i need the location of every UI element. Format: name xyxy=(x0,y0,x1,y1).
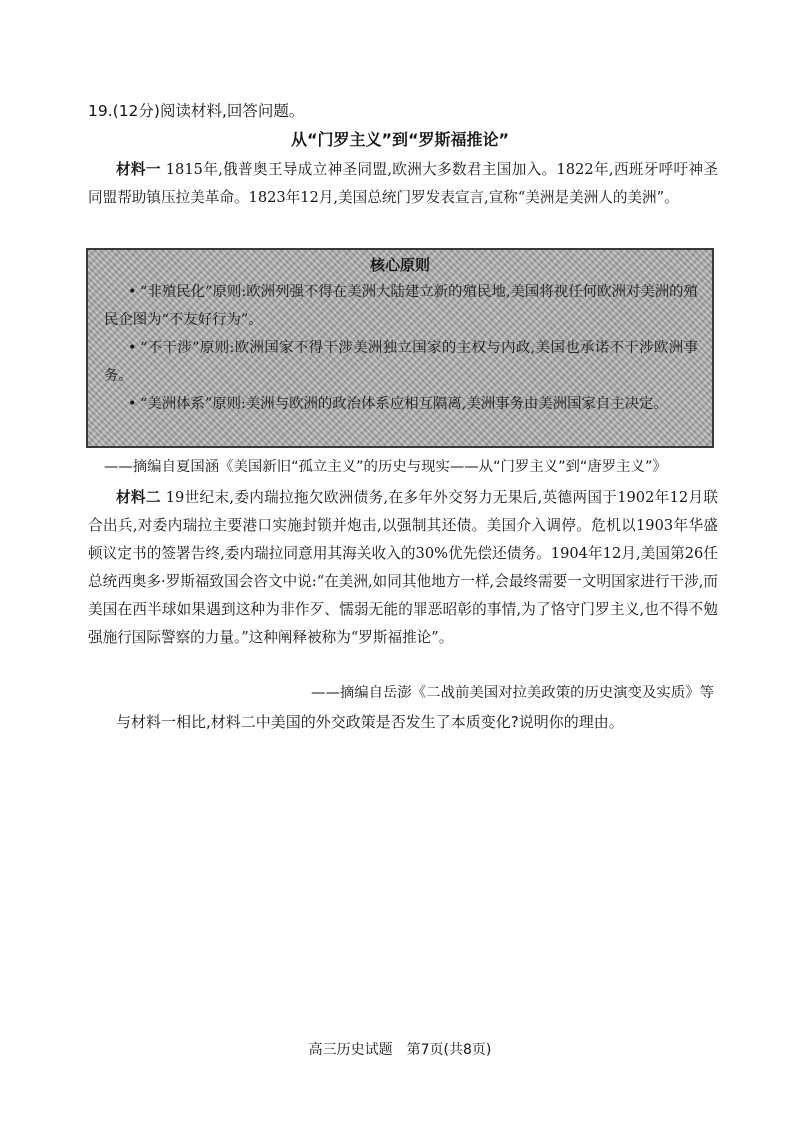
principle-item: • “不干涉”原则:欧洲国家不得干涉美洲独立国家的主权与内政,美国也承诺不干涉欧洲事务。 xyxy=(104,334,698,390)
bullet-icon: • xyxy=(128,396,137,412)
bullet-icon: • xyxy=(128,340,137,356)
bullet-icon: • xyxy=(128,284,137,300)
material-one-text: 1815年,俄普奥王导成立神圣同盟,欧洲大多数君主国加入。1822年,西班牙呼吁神圣同盟帮助镇压拉美革命。1823年12月,美国总统门罗发表宣言,宣称“美洲是美洲人的美洲”。 xyxy=(88,161,718,206)
question-title: 从“门罗主义”到“罗斯福推论” xyxy=(290,130,510,149)
principle-item: • “美洲体系”原则:美洲与欧洲的政治体系应相互隔离,美洲事务由美洲国家自主决定。 xyxy=(104,390,698,418)
core-principles-box xyxy=(86,248,714,448)
question-header: 19.(12分)阅读材料,回答问题。 xyxy=(88,102,305,120)
material-two-label: 材料二 xyxy=(116,489,161,506)
material-two-paragraph xyxy=(88,484,718,652)
question-prompt: 与材料一相比,材料二中美国的外交政策是否发生了本质变化?说明你的理由。 xyxy=(116,713,624,731)
material-one-paragraph xyxy=(88,156,718,212)
principles-list xyxy=(104,278,698,418)
material-two-source: ——摘编自岳澎《二战前美国对拉美政策的历史演变及实质》等 xyxy=(311,685,714,701)
material-one-label: 材料一 xyxy=(116,161,161,178)
principle-item: • “非殖民化”原则:欧洲列强不得在美洲大陆建立新的殖民地,美国将视任何欧洲对美洲的殖民企图为“不友好行为”。 xyxy=(104,278,698,334)
material-two-text: 19世纪末,委内瑞拉拖欠欧洲债务,在多年外交努力无果后,英德两国于1902年12月联合出兵,对委内瑞拉主要港口实施封锁并炮击,以强制其还债。美国介入调停。危机以1903年华盛顿议定书的签署告终,委内瑞拉同意用其海关收入的30%优先偿还债务。1904年12月,美国第26任总统西奥多·罗斯福致国会咨文中说:“在美洲,如同其他地方一样,会最终需要一文明国家进行干涉,而美国在西半球如果遇到这种为非作歹、懦弱无能的罪恶昭彰的事情,为了恪守门罗主义,也不得不勉强施行国际警察的力量。”这种阐释被称为“罗斯福推论”。 xyxy=(88,489,718,646)
page-footer: 高三历史试题 第7页(共8页) xyxy=(308,1042,492,1058)
core-principles-title: 核心原则 xyxy=(369,256,430,274)
material-one-source: ——摘编自夏国涵《美国新旧“孤立主义”的历史与现实——从“门罗主义”到“唐罗主义”》 xyxy=(104,459,667,475)
